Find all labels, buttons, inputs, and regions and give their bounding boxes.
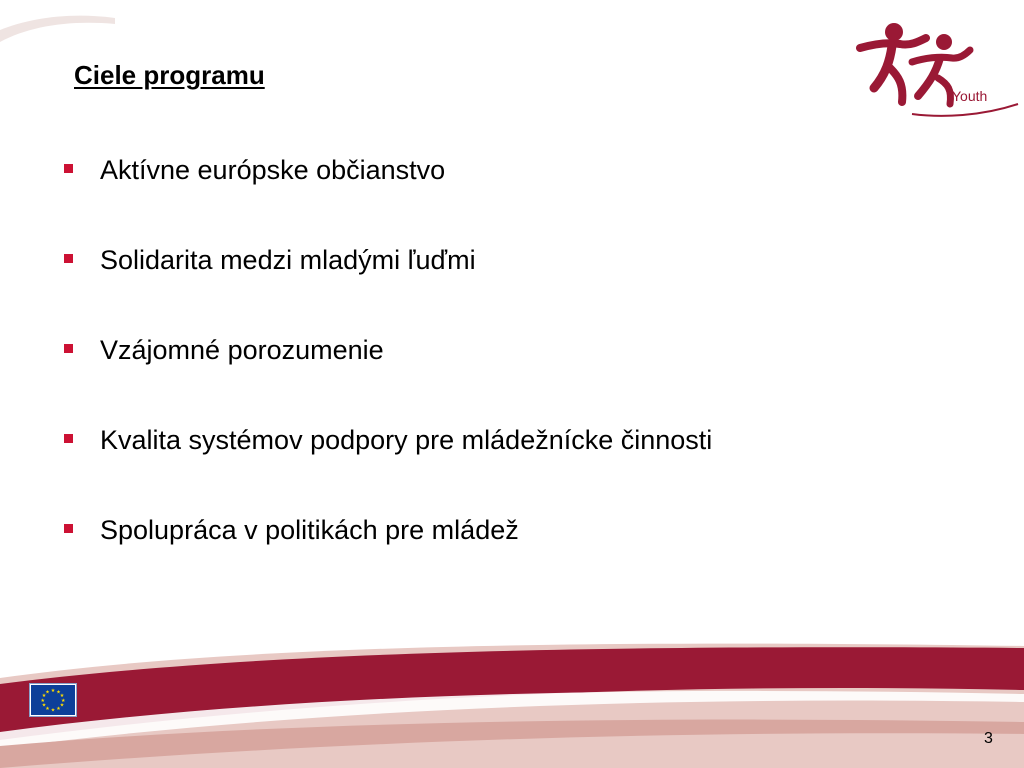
square-bullet-icon — [64, 344, 73, 353]
bullet-text: Solidarita medzi mladými ľuďmi — [100, 245, 476, 275]
bullet-text: Vzájomné porozumenie — [100, 335, 384, 365]
bullet-text: Kvalita systémov podpory pre mládežnícke činnosti — [100, 425, 713, 455]
list-item — [64, 330, 712, 420]
logo-text: Youth — [952, 88, 988, 104]
svg-text:★: ★ — [45, 689, 50, 696]
square-bullet-icon — [64, 434, 73, 443]
bullet-text: Spolupráca v politikách pre mládež — [100, 515, 519, 545]
svg-text:★: ★ — [41, 693, 47, 699]
bullet-text: Aktívne európske občianstvo — [100, 155, 446, 185]
bullet-list — [64, 150, 712, 600]
list-item — [64, 150, 712, 240]
bottom-band-decoration — [0, 630, 1024, 768]
list-item — [64, 240, 712, 330]
svg-text:★: ★ — [59, 702, 65, 709]
square-bullet-icon — [64, 254, 73, 263]
list-item — [64, 420, 712, 510]
youth-figures-logo-icon — [852, 18, 1020, 122]
square-bullet-icon — [64, 524, 73, 533]
eu-flag-icon — [30, 684, 76, 716]
svg-text:★: ★ — [59, 693, 65, 699]
square-bullet-icon — [64, 164, 73, 173]
svg-text:★: ★ — [50, 707, 56, 714]
svg-text:★: ★ — [56, 706, 61, 712]
svg-text:★: ★ — [40, 697, 46, 704]
slide-title: Ciele programu — [74, 60, 265, 90]
svg-text:★: ★ — [45, 706, 50, 712]
svg-text:★: ★ — [60, 697, 66, 704]
svg-text:★: ★ — [56, 689, 61, 696]
list-item — [64, 510, 712, 600]
top-swoosh-decoration — [0, 0, 130, 60]
svg-text:★: ★ — [50, 688, 56, 694]
page-number: 3 — [984, 730, 993, 747]
svg-text:★: ★ — [41, 702, 47, 709]
